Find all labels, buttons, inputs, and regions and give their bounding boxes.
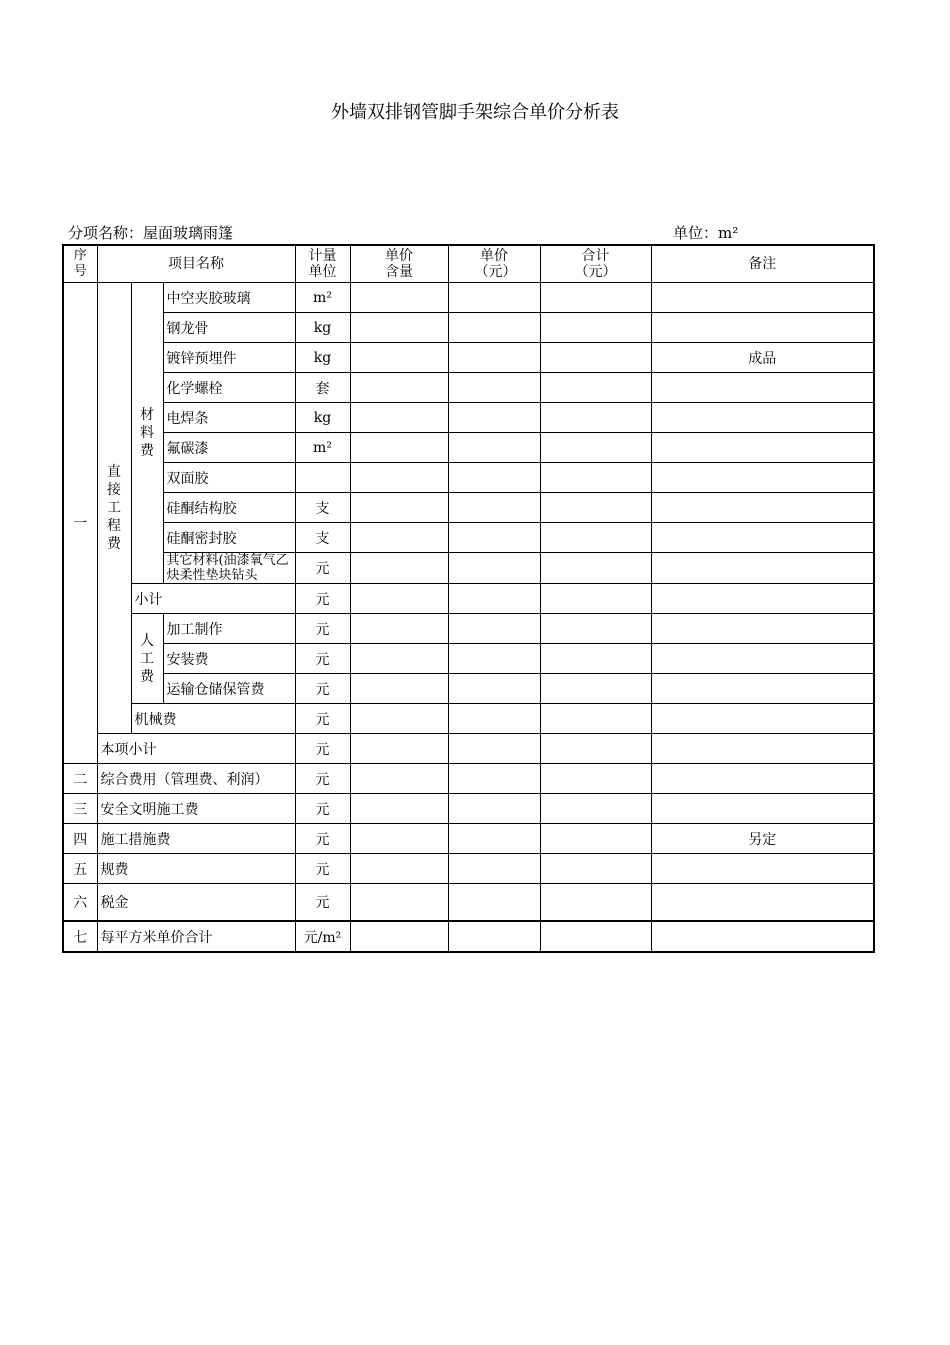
row-remark — [651, 764, 874, 794]
item-subtotal-unit: 元 — [295, 734, 350, 764]
row-unit: 元 — [295, 764, 350, 794]
material-name: 硅酮结构胶 — [163, 493, 295, 523]
row-remark: 另定 — [651, 824, 874, 854]
cost-analysis-table — [62, 244, 875, 953]
material-unit: m² — [295, 283, 350, 313]
table-row — [63, 704, 874, 734]
subtotal-unit: 元 — [295, 584, 350, 614]
labor-name: 运输仓储保管费 — [163, 674, 295, 704]
material-unit: m² — [295, 433, 350, 463]
item-name-label: 分项名称：屋面玻璃雨篷 — [68, 224, 234, 242]
material-unit: 元 — [295, 553, 350, 584]
material-unit: kg — [295, 313, 350, 343]
row-seq: 三 — [63, 794, 97, 824]
row-unit: 元/m² — [295, 921, 350, 952]
header-total: 合计（元） — [540, 245, 651, 283]
row-unit: 元 — [295, 854, 350, 884]
table-row — [63, 764, 874, 794]
material-name: 其它材料(油漆氧气乙炔柔性垫块钻头 — [163, 553, 295, 584]
row-seq: 六 — [63, 884, 97, 922]
row-remark — [651, 854, 874, 884]
material-fee-label: 材料费 — [131, 283, 163, 584]
table-row — [63, 523, 874, 553]
material-unit: 支 — [295, 493, 350, 523]
header-unit-qty: 单价含量 — [350, 245, 448, 283]
table-row — [63, 921, 874, 952]
table-row — [63, 553, 874, 584]
labor-fee-label: 人工费 — [131, 614, 163, 704]
material-unit: 套 — [295, 373, 350, 403]
row-name: 税金 — [97, 884, 295, 922]
material-name: 钢龙骨 — [163, 313, 295, 343]
table-row — [63, 854, 874, 884]
material-unit: 支 — [295, 523, 350, 553]
labor-unit: 元 — [295, 614, 350, 644]
material-name: 镀锌预埋件 — [163, 343, 295, 373]
row-remark — [651, 884, 874, 922]
material-name: 中空夹胶玻璃 — [163, 283, 295, 313]
table-row — [63, 644, 874, 674]
material-remark — [651, 463, 874, 493]
material-name: 电焊条 — [163, 403, 295, 433]
material-name: 硅酮密封胶 — [163, 523, 295, 553]
header-item-name: 项目名称 — [97, 245, 295, 283]
table-row — [63, 734, 874, 764]
seq-one: 一 — [63, 283, 97, 764]
table-row — [63, 584, 874, 614]
material-remark — [651, 493, 874, 523]
material-remark — [651, 523, 874, 553]
table-row — [63, 794, 874, 824]
row-seq: 七 — [63, 921, 97, 952]
table-row — [63, 674, 874, 704]
labor-unit: 元 — [295, 644, 350, 674]
row-name: 每平方米单价合计 — [97, 921, 295, 952]
row-seq: 四 — [63, 824, 97, 854]
row-name: 综合费用（管理费、利润） — [97, 764, 295, 794]
row-remark — [651, 794, 874, 824]
material-unit: kg — [295, 403, 350, 433]
row-name: 规费 — [97, 854, 295, 884]
header-unit: 计量单位 — [295, 245, 350, 283]
table-row — [63, 493, 874, 523]
material-remark — [651, 553, 874, 584]
material-remark — [651, 313, 874, 343]
material-remark — [651, 373, 874, 403]
labor-name: 加工制作 — [163, 614, 295, 644]
machine-label: 机械费 — [131, 704, 295, 734]
table-row — [63, 463, 874, 493]
material-name: 双面胶 — [163, 463, 295, 493]
row-name: 施工措施费 — [97, 824, 295, 854]
header-unit-price: 单价（元） — [448, 245, 540, 283]
page-title: 外墙双排钢管脚手架综合单价分析表 — [331, 102, 619, 123]
table-row — [63, 343, 874, 373]
table-row — [63, 614, 874, 644]
row-unit: 元 — [295, 794, 350, 824]
header-row — [63, 245, 874, 283]
table-row — [63, 433, 874, 463]
table-row — [63, 283, 874, 313]
table-row — [63, 884, 874, 922]
subtotal-label: 小计 — [131, 584, 295, 614]
row-unit: 元 — [295, 884, 350, 922]
row-seq: 二 — [63, 764, 97, 794]
header-remarks: 备注 — [651, 245, 874, 283]
table-row — [63, 403, 874, 433]
item-subtotal-label: 本项小计 — [97, 734, 295, 764]
labor-unit: 元 — [295, 674, 350, 704]
direct-cost-label: 直接工程费 — [97, 283, 131, 734]
unit-label: 单位：m² — [673, 224, 739, 242]
material-name: 化学螺栓 — [163, 373, 295, 403]
row-seq: 五 — [63, 854, 97, 884]
labor-name: 安装费 — [163, 644, 295, 674]
row-unit: 元 — [295, 824, 350, 854]
table-row — [63, 373, 874, 403]
material-remark: 成品 — [651, 343, 874, 373]
material-remark — [651, 433, 874, 463]
table-row — [63, 824, 874, 854]
table-row — [63, 313, 874, 343]
material-remark — [651, 283, 874, 313]
machine-unit: 元 — [295, 704, 350, 734]
row-remark — [651, 921, 874, 952]
header-seq: 序号 — [63, 245, 97, 283]
material-remark — [651, 403, 874, 433]
material-unit — [295, 463, 350, 493]
row-name: 安全文明施工费 — [97, 794, 295, 824]
material-unit: kg — [295, 343, 350, 373]
material-name: 氟碳漆 — [163, 433, 295, 463]
